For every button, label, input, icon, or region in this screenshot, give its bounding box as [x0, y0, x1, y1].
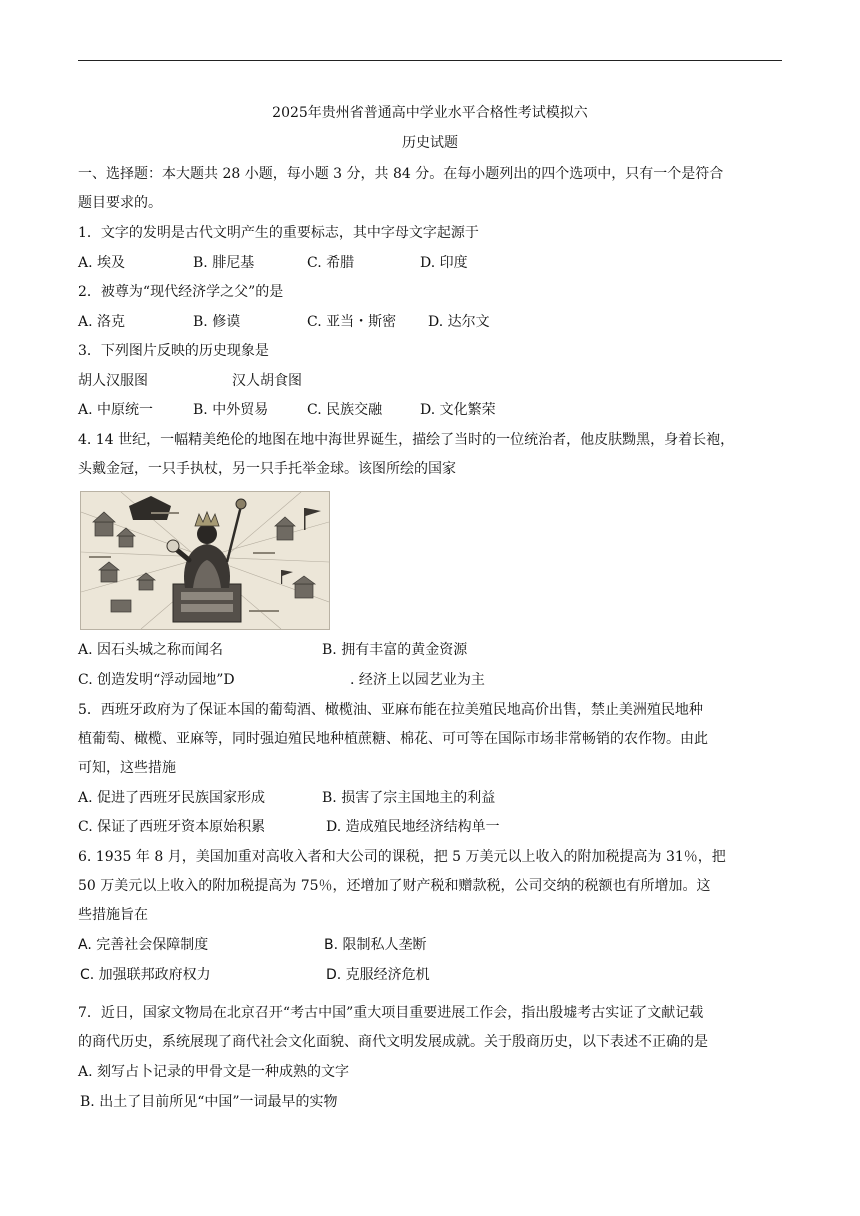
question-6-stem-line-3: 些措施旨在 [78, 907, 148, 923]
question-6-stem-line-2: 50 万美元以上收入的附加税提高为 75％，还增加了财产税和赠款税，公司交纳的税额也有所增加。这 [78, 878, 711, 894]
question-1-option-a: A. 埃及 [78, 255, 126, 271]
question-5-option-d: D. 造成殖民地经济结构单一 [326, 819, 500, 835]
exam-title: 2025年贵州省普通高中学业水平合格性考试模拟六 [272, 105, 588, 121]
question-5-stem-line-3: 可知，这些措施 [78, 760, 176, 776]
question-1-option-c: C. 希腊 [307, 255, 355, 271]
question-4-option-d: . 经济上以园艺业为主 [350, 672, 485, 688]
question-2-option-b: B. 修谟 [193, 314, 241, 330]
question-5-option-a: A. 促进了西班牙民族国家形成 [78, 790, 266, 806]
header-rule [78, 60, 782, 61]
question-3-option-a: A. 中原统一 [78, 402, 154, 418]
question-6-stem-line-1: 6. 1935 年 8 月，美国加重对高收入者和大公司的课税，把 5 万美元以上收入的附加税提高为 31％，把 [78, 849, 726, 865]
question-1-option-b: B. 腓尼基 [193, 255, 255, 271]
question-5-stem-line-1: 5．西班牙政府为了保证本国的葡萄酒、橄榄油、亚麻布能在拉美殖民地高价出售，禁止美洲殖民地种 [78, 702, 703, 718]
question-4-stem-line-1: 4. 14 世纪，一幅精美绝伦的地图在地中海世界诞生，描绘了当时的一位统治者，他皮肤黝黑，身着长袍， [78, 432, 735, 448]
question-7-option-a: A. 刻写占卜记录的甲骨文是一种成熟的文字 [78, 1064, 350, 1080]
question-4-stem-line-2: 头戴金冠，一只手执杖，另一只手托举金球。该图所绘的国家 [78, 461, 456, 477]
section-instruction-line-2: 题目要求的。 [78, 195, 162, 211]
question-3-stem: 3．下列图片反映的历史现象是 [78, 343, 269, 359]
exam-subtitle: 历史试题 [402, 135, 458, 151]
catalan-atlas-ruler-image [80, 491, 330, 630]
question-6-option-c: C. 加强联邦政府权力 [80, 967, 211, 983]
question-5-stem-line-2: 植葡萄、橄榄、亚麻等，同时强迫殖民地种植蔗糖、棉花、可可等在国际市场非常畅销的农作物。由此 [78, 731, 708, 747]
question-3-option-d: D. 文化繁荣 [420, 402, 496, 418]
question-3-caption-2: 汉人胡食图 [232, 373, 302, 389]
question-3-caption-1: 胡人汉服图 [78, 373, 148, 389]
question-6-option-a: A. 完善社会保障制度 [78, 937, 209, 953]
question-1-option-d: D. 印度 [420, 255, 468, 271]
question-1-stem: 1．文字的发明是古代文明产生的重要标志，其中字母文字起源于 [78, 225, 479, 241]
question-3-option-c: C. 民族交融 [307, 402, 383, 418]
question-2-option-a: A. 洛克 [78, 314, 126, 330]
question-5-option-b: B. 损害了宗主国地主的利益 [322, 790, 496, 806]
question-7-option-b: B. 出土了目前所见“中国”一词最早的实物 [80, 1094, 338, 1110]
question-3-option-b: B. 中外贸易 [193, 402, 269, 418]
question-7-stem-line-2: 的商代历史，系统展现了商代社会文化面貌、商代文明发展成就。关于殷商历史，以下表述不正确的是 [78, 1034, 708, 1050]
question-4-option-a: A. 因石头城之称而闻名 [78, 642, 224, 658]
question-6-option-d: D. 克服经济危机 [326, 967, 430, 983]
question-5-option-c: C. 保证了西班牙资本原始积累 [78, 819, 266, 835]
question-2-option-d: D. 达尔文 [428, 314, 490, 330]
section-instruction-line-1: 一、选择题：本大题共 28 小题，每小题 3 分，共 84 分。在每小题列出的四个选项中，只有一个是符合 [78, 166, 724, 182]
question-2-option-c: C. 亚当・斯密 [307, 314, 397, 330]
question-6-option-b: B. 限制私人垄断 [324, 937, 427, 953]
question-4-option-c: C. 创造发明“浮动园地”D [78, 672, 235, 688]
question-2-stem: 2．被尊为“现代经济学之父”的是 [78, 284, 284, 300]
question-7-stem-line-1: 7．近日，国家文物局在北京召开“考古中国”重大项目重要进展工作会，指出殷墟考古实证了文献记载 [78, 1005, 704, 1021]
question-4-option-b: B. 拥有丰富的黄金资源 [322, 642, 468, 658]
